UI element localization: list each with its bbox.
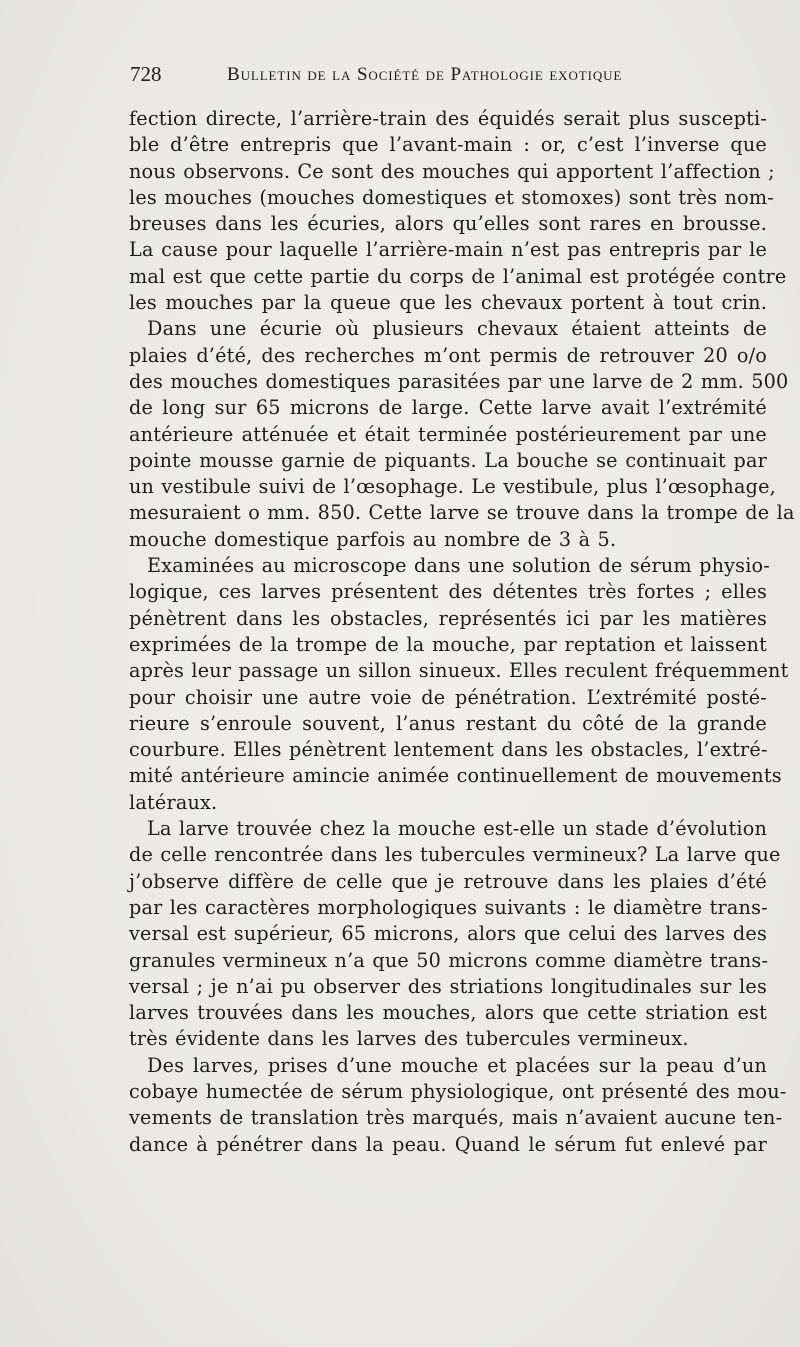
text-line: larves trouvées dans les mouches, alors que cette striation est bbox=[129, 1001, 767, 1025]
text-line: granules vermineux n’a que 50 microns comme diamètre trans- bbox=[129, 948, 769, 972]
paragraph bbox=[129, 1053, 787, 1158]
text-line: antérieure atténuée et était terminée postérieurement par une bbox=[129, 422, 767, 446]
text-line: fection directe, l’arrière-train des équidés serait plus suscepti- bbox=[129, 107, 767, 130]
paragraph bbox=[129, 106, 787, 316]
text-line: vements de translation très marqués, mais n’avaient aucune ten- bbox=[129, 1106, 783, 1130]
text-line: un vestibule suivi de l’œsophage. Le vestibule, plus l’œsophage, bbox=[129, 475, 776, 499]
text-line: La larve trouvée chez la mouche est-elle un stade d’évolution bbox=[147, 817, 767, 841]
text-line: breuses dans les écuries, alors qu’elles sont rares en brousse. bbox=[129, 212, 767, 236]
text-line: de long sur 65 microns de large. Cette larve avait l’extrémité bbox=[129, 396, 767, 420]
text-line: ble d’être entrepris que l’avant-main : or, c’est l’inverse que bbox=[129, 133, 767, 157]
text-line: logique, ces larves présentent des détentes très fortes ; elles bbox=[129, 580, 767, 604]
text-line: cobaye humectée de sérum physiologique, ont présenté des mou- bbox=[129, 1079, 787, 1103]
text-line: mesuraient o mm. 850. Cette larve se trouve dans la trompe de la bbox=[129, 501, 795, 525]
text-line: par les caractères morphologiques suivants : le diamètre trans- bbox=[129, 895, 768, 919]
text-line: très évidente dans les larves des tubercules vermineux. bbox=[129, 1027, 689, 1051]
text-line: mal est que cette partie du corps de l’animal est protégée contre bbox=[129, 264, 787, 288]
paragraph bbox=[129, 816, 781, 1053]
text-line: pointe mousse garnie de piquants. La bouche se continuait par bbox=[129, 448, 767, 472]
body-text bbox=[129, 106, 795, 1158]
text-line: latéraux. bbox=[129, 790, 218, 814]
text-line: exprimées de la trompe de la mouche, par reptation et laissent bbox=[129, 632, 767, 656]
text-line: versal ; je n’ai pu observer des striations longitudinales sur les bbox=[129, 974, 767, 998]
text-line: dance à pénétrer dans la peau. Quand le sérum fut enlevé par bbox=[129, 1132, 767, 1156]
text-line: Dans une écurie où plusieurs chevaux étaient atteints de bbox=[147, 317, 767, 341]
text-line: nous observons. Ce sont des mouches qui apportent l’affection ; bbox=[129, 159, 775, 183]
page-number: 728 bbox=[130, 62, 162, 86]
text-line: les mouches (mouches domestiques et stomoxes) sont très nom- bbox=[129, 185, 774, 209]
text-line: pénètrent dans les obstacles, représentés ici par les matières bbox=[129, 606, 767, 630]
text-line: de celle rencontrée dans les tubercules vermineux? La larve que bbox=[129, 843, 781, 867]
text-line: des mouches domestiques parasitées par une larve de 2 mm. 500 bbox=[129, 369, 789, 393]
text-line: courbure. Elles pénètrent lentement dans les obstacles, l’extré- bbox=[129, 738, 768, 762]
paragraph bbox=[129, 553, 789, 816]
paragraph bbox=[129, 316, 795, 553]
text-line: La cause pour laquelle l’arrière-main n’est pas entrepris par le bbox=[129, 238, 767, 262]
text-line: rieure s’enroule souvent, l’anus restant du côté de la grande bbox=[129, 711, 767, 735]
running-header bbox=[130, 62, 770, 96]
text-line: les mouches par la queue que les chevaux portent à tout crin. bbox=[129, 291, 767, 315]
text-line: Des larves, prises d’une mouche et placées sur la peau d’un bbox=[147, 1053, 767, 1077]
text-line: Examinées au microscope dans une solution de sérum physio- bbox=[147, 554, 770, 578]
text-line: après leur passage un sillon sinueux. Elles reculent fréquemment bbox=[129, 659, 789, 683]
text-line: mité antérieure amincie animée continuellement de mouvements bbox=[129, 764, 782, 788]
text-line: plaies d’été, des recherches m’ont permis de retrouver 20 o/o bbox=[129, 343, 767, 367]
text-line: pour choisir une autre voie de pénétration. L’extrémité posté- bbox=[129, 685, 767, 709]
text-line: versal est supérieur, 65 microns, alors que celui des larves des bbox=[129, 922, 767, 946]
text-line: j’observe diffère de celle que je retrouve dans les plaies d’été bbox=[129, 869, 767, 893]
running-title: Bulletin de la Société de Pathologie exotique bbox=[227, 64, 623, 85]
text-line: mouche domestique parfois au nombre de 3 à 5. bbox=[129, 527, 617, 551]
